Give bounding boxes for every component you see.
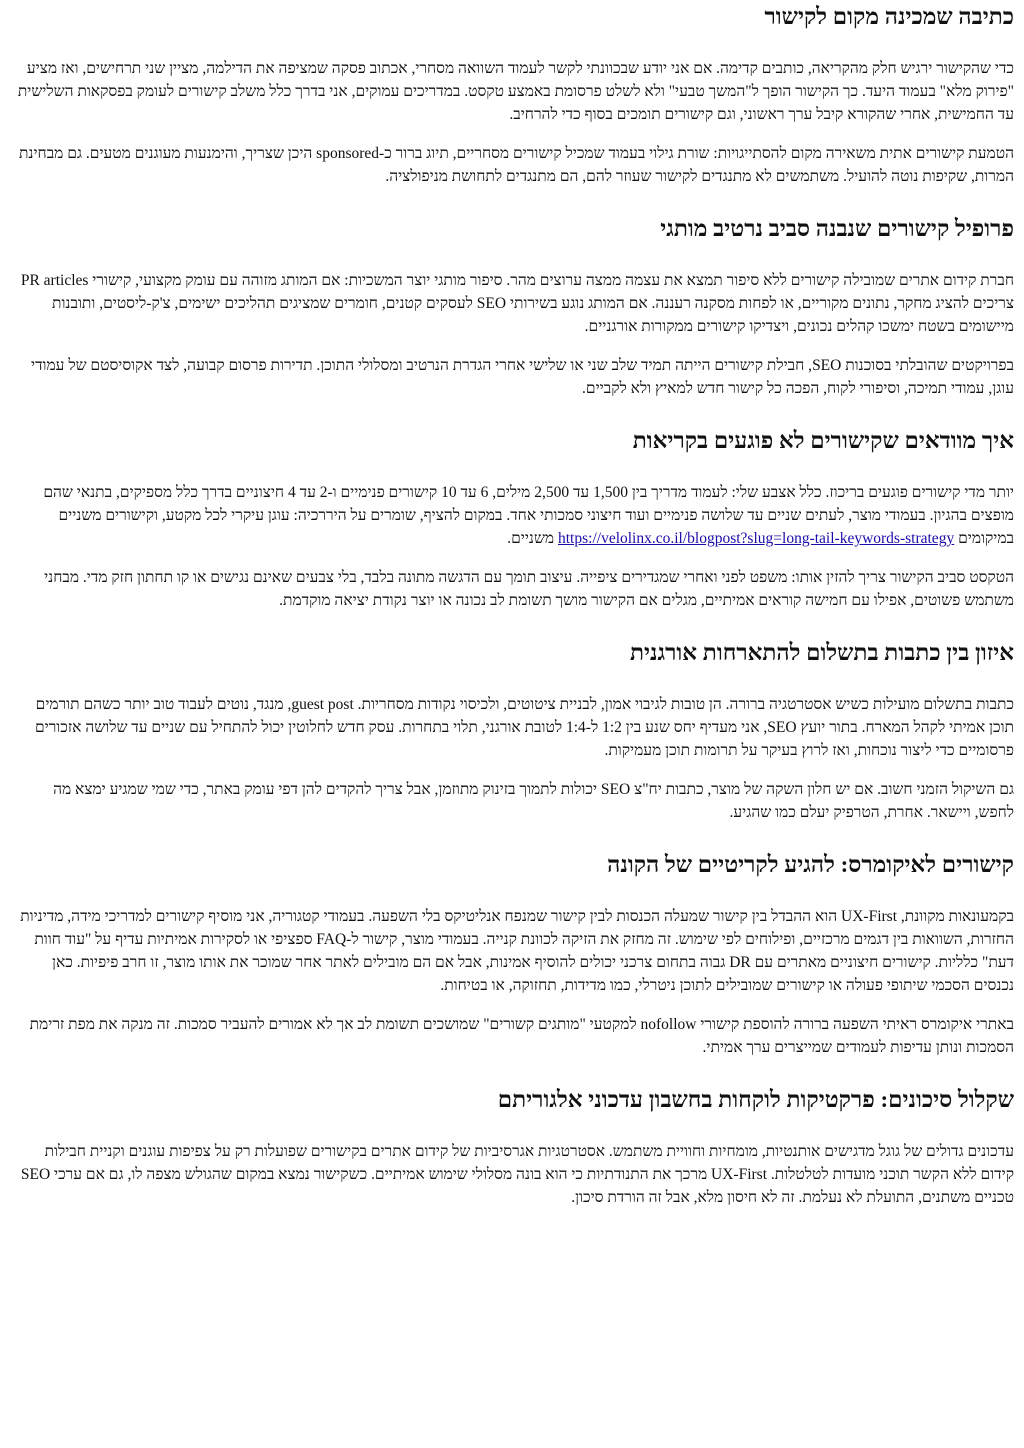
- section-heading: קישורים לאיקומרס: להגיע לקריטיים של הקונה: [607, 852, 1014, 877]
- section-heading: שקלול סיכונים: פרקטיקות לוקחות בחשבון עדכוני אלגוריתם: [497, 1087, 1014, 1112]
- paragraph: הטקסט סביב הקישור צריך להזין אותו: משפט לפני ואחרי שמגדירים ציפייה. עיצוב תומך עם הדגשה מתונה בלבד, בלי צבעים שאינם נגישים או קו תחתון חזק מדי. מבחני משתמש פשוטים, אפילו עם חמישה קוראים אמיתיים, מגלים אם הקישור מושך תשומת לב נכונה או יוצר נקודת יציאה מוקדמת.: [44, 569, 1014, 609]
- section-paid-vs-organic: [14, 638, 1014, 824]
- paragraph-text: משניים.: [507, 530, 558, 547]
- paragraph: בקמעונאות מקוונת, UX-First הוא ההבדל בין קישור שמעלה הכנסות לבין קישור שמנפח אנליטיקס בלי השפעה. בעמודי קטגוריה, אני מוסיף קישורים למדריכי מידה, מדיניות החזרות, השוואות בין דגמים מרכזיים, ופילוחים לפי שימוש. זה מחזק את הזיקה לכוונת קנייה. בעמודי מוצר, קישור ל-FAQ ספציפי או לסקירות אמיתיות עדיף על "עוד חוות דעת" כלליות. קישורים חיצוניים מאתרים עם DR גבוה בתחום צרכני יכולים להוסיף אמינות, אבל אם הם מובילים לאתר אחר שמוכר את אותו מוצר, זו חרב פיפיות. כאן נכנסים הסכמי שיתופי פעולה או קישורים שמובילים לתוכן ניטרלי, כמו מדידות, תחזוקה, או בטיחות.: [20, 908, 1014, 994]
- paragraph-with-link: [14, 481, 1014, 550]
- paragraph: באתרי איקומרס ראיתי השפעה ברורה להוספת קישורי nofollow למקטעי "מותגים קשורים" שמושכים תשומת לב אך לא אמורים להעביר סמכות. זה מנקה את מפת זרימת הסמכות ונותן עדיפות לעמודים שמייצרים ערך אמיתי.: [29, 1016, 1014, 1056]
- article-link[interactable]: https://velolinx.co.il/blogpost?slug=long-tail-keywords-strategy: [558, 530, 955, 547]
- section-heading: כתיבה שמכינה מקום לקישור: [764, 4, 1014, 29]
- section-heading: פרופיל קישורים שנבנה סביב נרטיב מותגי: [660, 216, 1014, 241]
- section-readability: [14, 426, 1014, 612]
- paragraph: עדכונים גדולים של גוגל מדגישים אותנטיות, מומחיות וחוויית משתמש. אסטרטגיות אגרסיביות של קידום אתרים בקישורים שפועלות רק על צפיפות עוגנים וקניית חבילות קידום ללא הקשר תוכני מועדות לטלטלות. UX-First מרכך את התנודתיות כי הוא בונה מסלולי שימוש אמיתיים. כשקישור נמצא במקום שהגולש מצפה לו, גם אם ערכי SEO טכניים משתנים, התועלת לא נעלמת. זה לא חיסון מלא, אבל זה הורדת סיכון.: [20, 1143, 1014, 1206]
- paragraph: גם השיקול הזמני חשוב. אם יש חלון השקה של מוצר, כתבות יח"צ SEO יכולות לתמוך בזינוק מתוזמן, אבל צריך להקדים להן דפי עומק באתר, כדי שמי שמגיע ימצא מה לחפש, ויישאר. אחרת, הטרפיק יעלם כמו שהגיע.: [53, 781, 1014, 821]
- section-risk-assessment: [14, 1085, 1014, 1209]
- paragraph: כתבות בתשלום מועילות כשיש אסטרטגיה ברורה. הן טובות לגיבוי אמון, לבניית ציטוטים, ולכיסוי נקודות מסחריות. guest post, מנגד, נוטים לעבוד טוב יותר כשהם תורמים תוכן אמיתי לקהל המארח. בתור יועץ SEO, אני מעדיף יחס שנע בין 1:2 ל-1:4 לטובת אורגני, תלוי בתחרות. עסק חדש לחלוטין יכול להתחיל עם שניים עד שלושה אזכורים פרסומיים כדי ליצור נוכחות, ואז לרוץ בעיקר על תרומות תוכן מעמיקות.: [34, 696, 1014, 759]
- section-heading: איזון בין כתבות בתשלום להתארחות אורגנית: [629, 640, 1014, 665]
- paragraph: כדי שהקישור ירגיש חלק מהקריאה, כותבים קדימה. אם אני יודע שבכוונתי לקשר לעמוד השוואה מסחרי, אכתוב פסקה שמציפה את הדילמה, מציין שני תרחישים, ואז מציע "פירוק מלא" בעמוד היעד. כך הקישור הופך ל"המשך טבעי" ולא לשלט פרסומת באמצע טקסט. במדריכים עמוקים, אני בדרך כלל משלב קישורים לעומק בפסקאות השלישית עד החמישית, אחרי שהקורא קיבל ערך ראשוני, וגם קישורים תומכים בסוף כדי להרחיב.: [17, 60, 1014, 123]
- article-body: [14, 2, 1014, 1209]
- paragraph: בפרויקטים שהובלתי בסוכנות SEO, חבילת קישורים הייתה תמיד שלב שני או שלישי אחרי הגדרת הנרטיב ומסלולי התוכן. תדירות פרסום קבועה, לצד אקוסיסטם של עמודי עוגן, עמודי תמיכה, וסיפורי לקוח, הפכה כל קישור חדש למאיץ ולא לקביים.: [31, 357, 1014, 397]
- section-link-placement: [14, 2, 1014, 188]
- section-heading: איך מוודאים שקישורים לא פוגעים בקריאות: [632, 428, 1014, 453]
- paragraph: הטמעת קישורים אתית משאירה מקום להסתייגויות: שורת גילוי בעמוד שמכיל קישורים מסחריים, תיוג ברור כ-sponsored היכן שצריך, והימנעות מעוגנים מטעים. גם מבחינת המרות, שקיפות נוטה להועיל. משתמשים לא מתנגדים לקישור שעוזר להם, הם מתנגדים לתחושת מניפולציה.: [18, 145, 1014, 185]
- paragraph: חברת קידום אתרים שמובילה קישורים ללא סיפור תמצא את עצמה ממצה ערוצים מהר. סיפור מותגי יוצר המשכיות: אם המותג מזוהה עם עומק מקצועי, קישורי PR articles צריכים להציג מחקר, נתונים מקוריים, או לפחות מסקנה רעננה. אם המותג נוגע בשירותי SEO לעסקים קטנים, חומרים שמציגים תהליכים ישימים, צ'ק-ליסטים, ותובנות מיישומים בשטח ימשכו קהלים נכונים, ויצדיקו קישורים ממקורות אורגניים.: [20, 272, 1014, 335]
- section-ecommerce: [14, 850, 1014, 1059]
- paragraph-text: יותר מדי קישורים פוגעים בריכוז. כלל אצבע שלי: לעמוד מדריך בין 1,500 עד 2,500 מילים, 6 עד 10 קישורים פנימיים ו-2 עד 4 חיצוניים בדרך כלל מספיקים, בתנאי שהם מופצים בהגיון. בעמודי מוצר, לעתים שניים עד שלושה פנימיים ועוד חיצוני סמכותי אחד. במקום להציף, שומרים על היררכיה: עוגן עיקרי לכל מקטע, וקישורים משניים במיקומים: [43, 484, 1014, 547]
- section-brand-narrative: [14, 214, 1014, 400]
